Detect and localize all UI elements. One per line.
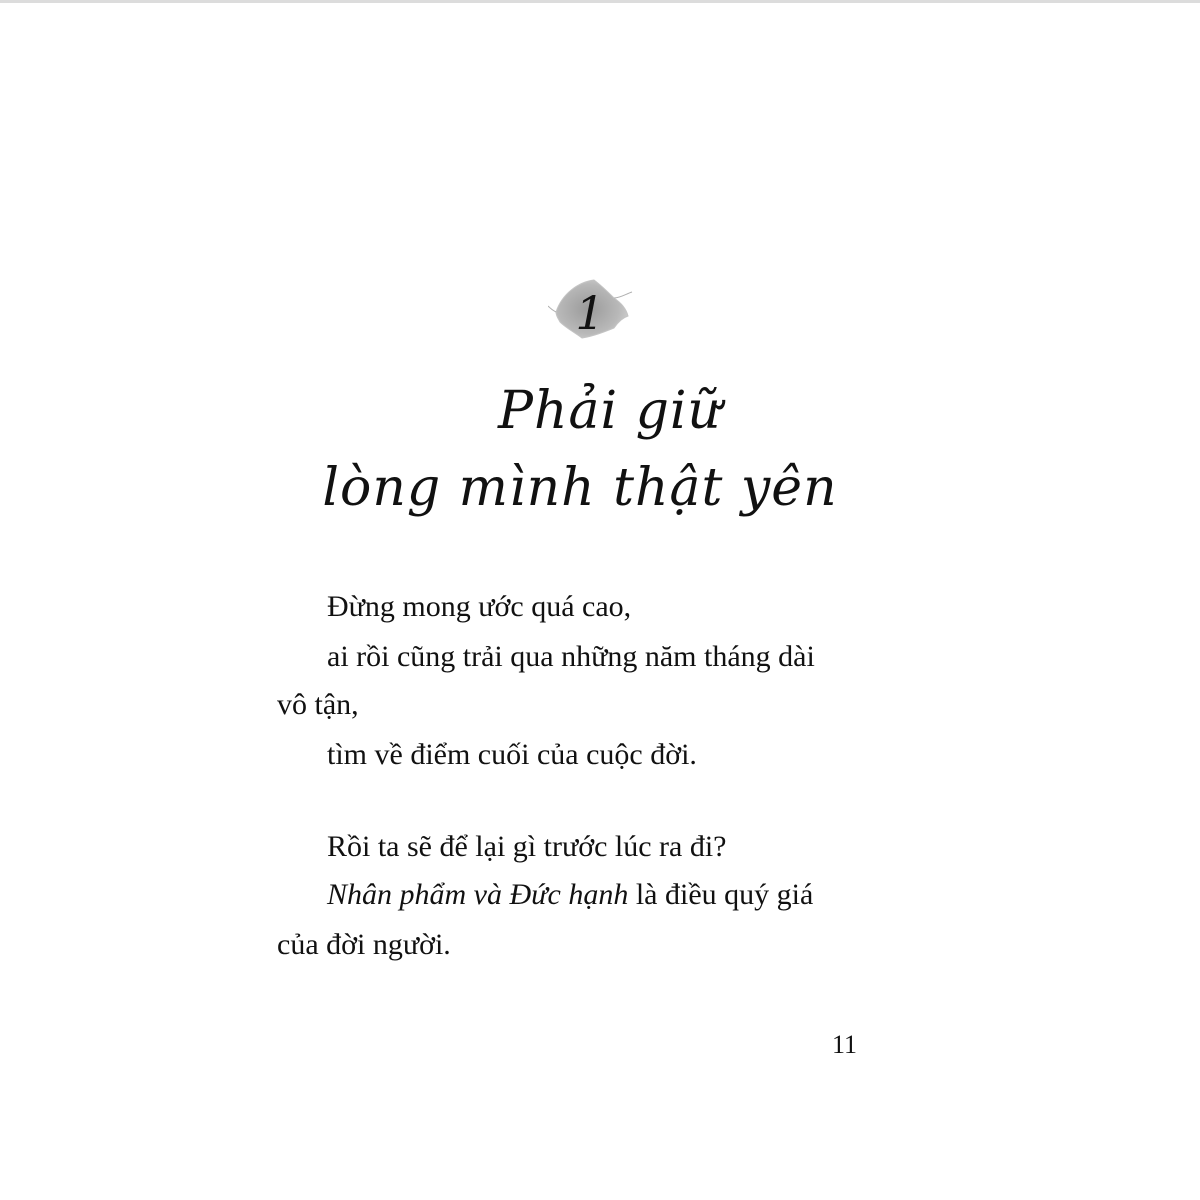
chapter-marker [548, 272, 648, 362]
body-line [327, 880, 813, 910]
body-line: Đừng mong ước quá cao, [327, 590, 632, 623]
chapter-number: 1 [575, 286, 605, 340]
page-number: 11 [832, 1030, 858, 1059]
body-line: Rồi ta sẽ để lại gì trước lúc ra đi? [327, 830, 727, 863]
page-edge [0, 0, 1200, 3]
body-line: ai rồi cũng trải qua những năm tháng dài [327, 640, 815, 673]
chapter-title-line-2: lòng mình thật yên [322, 458, 838, 518]
body-line: của đời người. [277, 928, 451, 961]
emphasis-text: Nhân phẩm và Đức hạnh [327, 878, 629, 911]
chapter-title-line-1: Phải giữ [497, 381, 723, 441]
body-line: tìm về điểm cuối của cuộc đời. [327, 738, 697, 771]
body-line-rest: là điều quý giá [628, 878, 814, 911]
body-line: vô tận, [277, 688, 359, 721]
